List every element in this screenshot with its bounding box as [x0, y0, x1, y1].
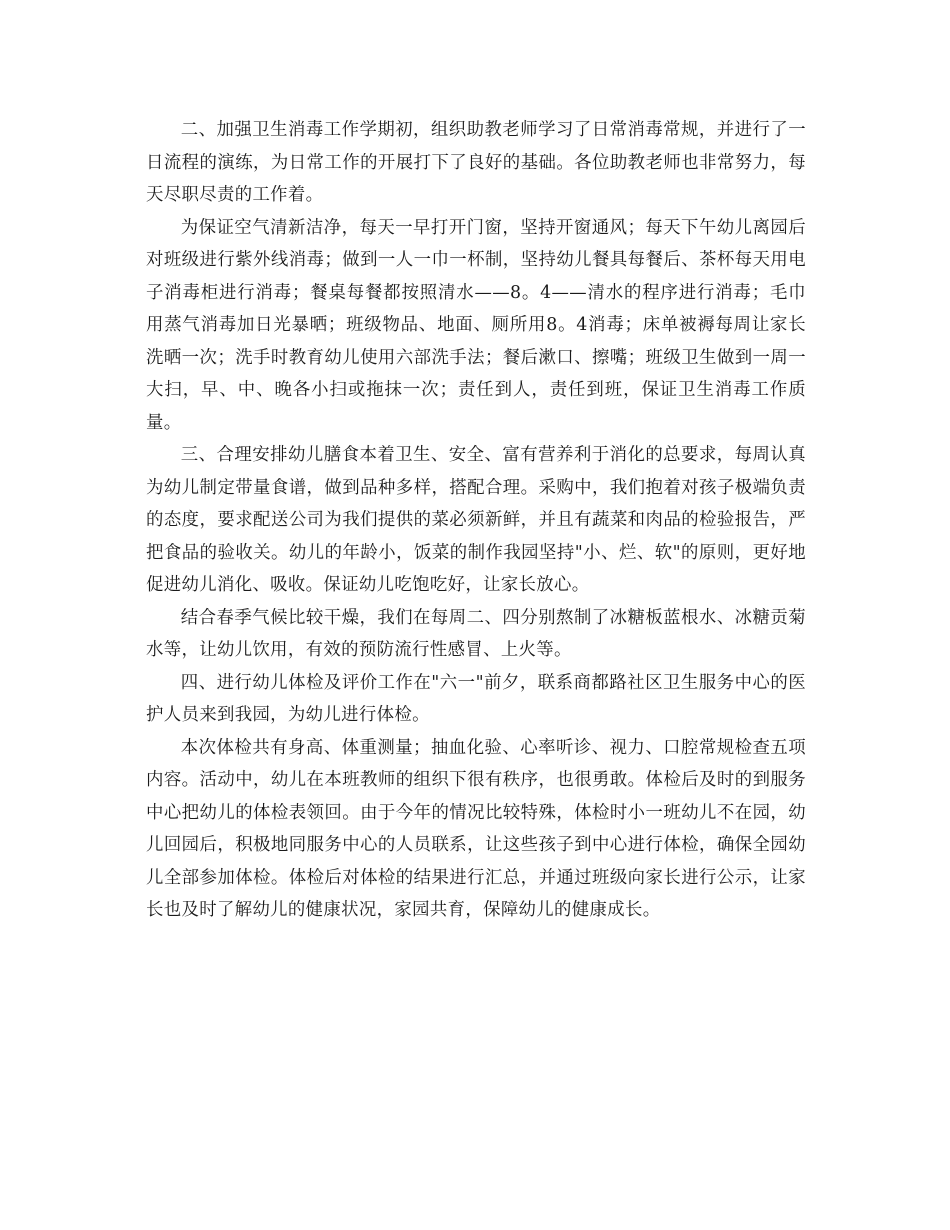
paragraph-checkup-heading: 四、进行幼儿体检及评价工作在"六一"前夕，联系商都路社区卫生服务中心的医护人员来到我园，为幼儿进行体检。	[146, 672, 806, 725]
paragraph-air-cleaning: 为保证空气清新洁净，每天一早打开门窗，坚持开窗通风；每天下午幼儿离园后对班级进行紫外线消毒；做到一人一巾一杯制，坚持幼儿餐具每餐后、茶杯每天用电子消毒柜进行消毒；餐桌每餐都按照清水——8。4——清水的程序进行消毒；毛巾用蒸气消毒加日光暴晒；班级物品、地面、厕所用8。4消毒；床单被褥每周让家长洗晒一次；洗手时教育幼儿使用六部洗手法；餐后漱口、擦嘴；班级卫生做到一周一大扫，早、中、晚各小扫或拖抹一次；责任到人，责任到班，保证卫生消毒工作质量。	[146, 217, 806, 433]
document-body	[146, 114, 806, 927]
paragraph-spring-drinks: 结合春季气候比较干燥，我们在每周二、四分别熬制了冰糖板蓝根水、冰糖贡菊水等，让幼儿饮用，有效的预防流行性感冒、上火等。	[146, 607, 806, 660]
paragraph-meals-heading: 三、合理安排幼儿膳食本着卫生、安全、富有营养利于消化的总要求，每周认真为幼儿制定带量食谱，做到品种多样，搭配合理。采购中，我们抱着对孩子极端负责的态度，要求配送公司为我们提供的菜必须新鲜，并且有蔬菜和肉品的检验报告，严把食品的验收关。幼儿的年龄小，饭菜的制作我园坚持"小、烂、软"的原则，更好地促进幼儿消化、吸收。保证幼儿吃饱吃好，让家长放心。	[146, 445, 806, 595]
paragraph-disinfection-heading: 二、加强卫生消毒工作学期初，组织助教老师学习了日常消毒常规，并进行了一日流程的演练，为日常工作的开展打下了良好的基础。各位助教老师也非常努力，每天尽职尽责的工作着。	[146, 120, 806, 205]
paragraph-checkup-details: 本次体检共有身高、体重测量；抽血化验、心率听诊、视力、口腔常规检查五项内容。活动中，幼儿在本班教师的组织下很有秩序，也很勇敢。体检后及时的到服务中心把幼儿的体检表领回。由于今年的情况比较特殊，体检时小一班幼儿不在园，幼儿回园后，积极地同服务中心的人员联系，让这些孩子到中心进行体检，确保全园幼儿全部参加体检。体检后对体检的结果进行汇总，并通过班级向家长进行公示，让家长也及时了解幼儿的健康状况，家园共育，保障幼儿的健康成长。	[146, 737, 806, 920]
